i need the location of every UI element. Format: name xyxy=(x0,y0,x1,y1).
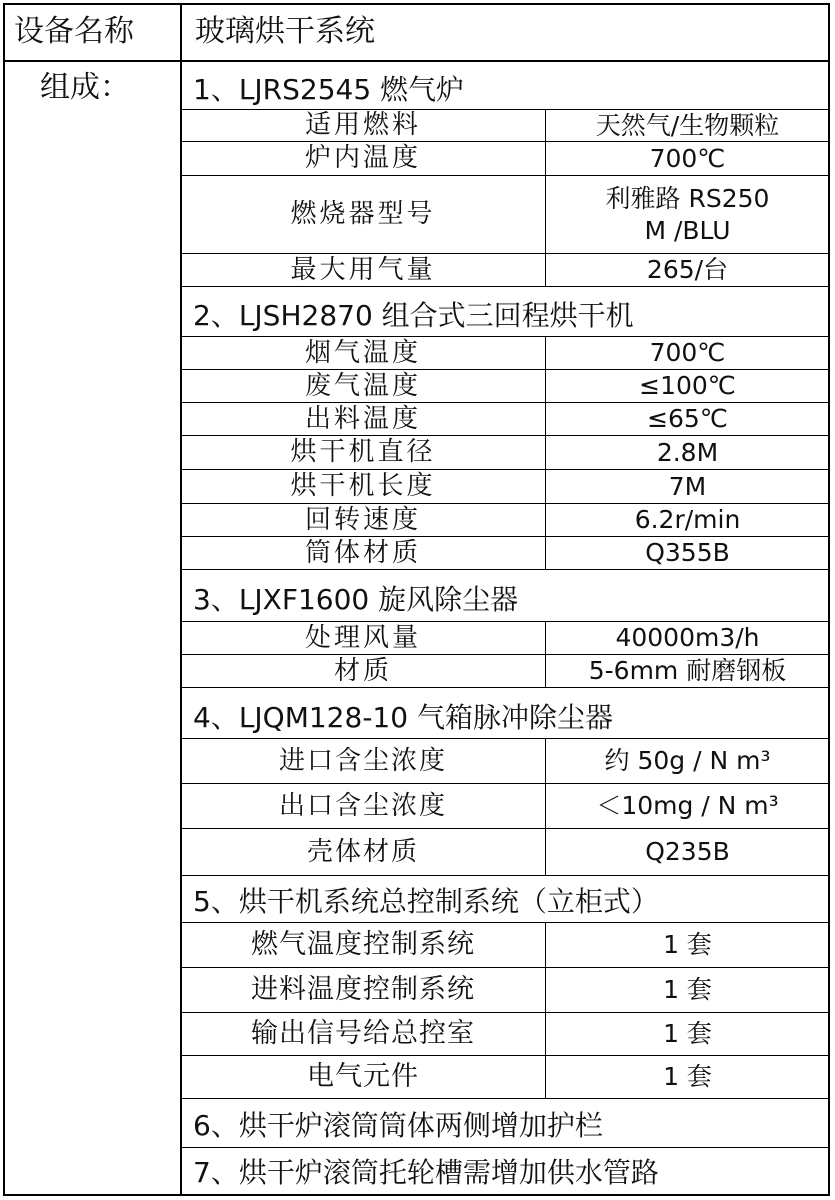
spec-key: 废气温度 xyxy=(304,370,421,401)
spec-value: 40000m3/h xyxy=(615,623,760,653)
spec-value: 2.8M xyxy=(656,437,719,467)
section-title: 7、烘干炉滚筒托轮槽需增加供水管路 xyxy=(193,1156,659,1189)
spec-value: ≤65℃ xyxy=(647,404,728,434)
spec-key: 出口含尘浓度 xyxy=(278,790,447,821)
row-divider xyxy=(181,687,829,688)
section-title: 4、LJQM128-10 气箱脉冲除尘器 xyxy=(193,701,613,734)
spec-key: 进口含尘浓度 xyxy=(278,745,447,776)
row-divider xyxy=(181,875,829,876)
row-divider xyxy=(181,569,829,570)
header-label: 设备名称 xyxy=(14,14,134,49)
spec-key: 材质 xyxy=(333,655,392,686)
header-divider xyxy=(3,60,830,62)
spec-value: 6.2r/min xyxy=(634,505,741,535)
spec-value: 天然气/生物颗粒 xyxy=(595,110,780,140)
spec-value: 1 套 xyxy=(663,1019,712,1049)
spec-key: 壳体材质 xyxy=(306,836,419,867)
spec-key: 最大用气量 xyxy=(290,254,436,285)
spec-key: 出料温度 xyxy=(304,403,421,434)
composition-label: 组成： xyxy=(40,70,130,105)
spec-value: ＜10mg / N m³ xyxy=(596,791,779,821)
spec-key: 燃烧器型号 xyxy=(290,199,436,230)
spec-value: Q355B xyxy=(645,538,730,568)
spec-value: 700℃ xyxy=(649,143,726,173)
spec-value: 1 套 xyxy=(663,1062,712,1092)
header-value: 玻璃烘干系统 xyxy=(195,14,375,49)
spec-key: 筒体材质 xyxy=(304,537,421,568)
spec-key: 烟气温度 xyxy=(304,337,421,368)
row-divider xyxy=(181,1147,829,1148)
spec-key: 输出信号给总控室 xyxy=(251,1018,475,1050)
row-divider xyxy=(181,286,829,287)
section-title: 3、LJXF1600 旋风除尘器 xyxy=(193,583,519,616)
spec-value: 约 50g / N m³ xyxy=(604,746,771,776)
spec-value: 265/台 xyxy=(646,255,729,285)
spec-key: 处理风量 xyxy=(304,622,421,653)
spec-value: 1 套 xyxy=(663,975,712,1005)
row-divider xyxy=(181,1098,829,1099)
spec-key: 进料温度控制系统 xyxy=(251,974,475,1006)
spec-value: 5-6mm 耐磨钢板 xyxy=(588,656,787,686)
section-title: 1、LJRS2545 燃气炉 xyxy=(193,73,465,106)
section-title: 6、烘干炉滚筒筒体两侧增加护栏 xyxy=(193,1109,603,1142)
spec-key: 燃气温度控制系统 xyxy=(251,929,475,961)
spec-key: 电气元件 xyxy=(307,1061,419,1093)
spec-key: 烘干机直径 xyxy=(290,437,436,468)
section-title: 2、LJSH2870 组合式三回程烘干机 xyxy=(193,299,634,332)
section-title: 5、烘干机系统总控制系统（立柜式） xyxy=(193,885,659,918)
spec-key: 炉内温度 xyxy=(304,143,421,174)
spec-value: 700℃ xyxy=(649,338,726,368)
spec-value: Q235B xyxy=(645,837,730,867)
spec-value: 7M xyxy=(668,471,707,501)
spec-value: 利雅路 RS250 M /BLU xyxy=(605,184,770,245)
spec-key: 烘干机长度 xyxy=(290,471,436,502)
spec-value: ≤100℃ xyxy=(639,371,736,401)
spec-key: 适用燃料 xyxy=(304,110,421,141)
spec-value: 1 套 xyxy=(663,930,712,960)
spec-key: 回转速度 xyxy=(304,504,421,535)
